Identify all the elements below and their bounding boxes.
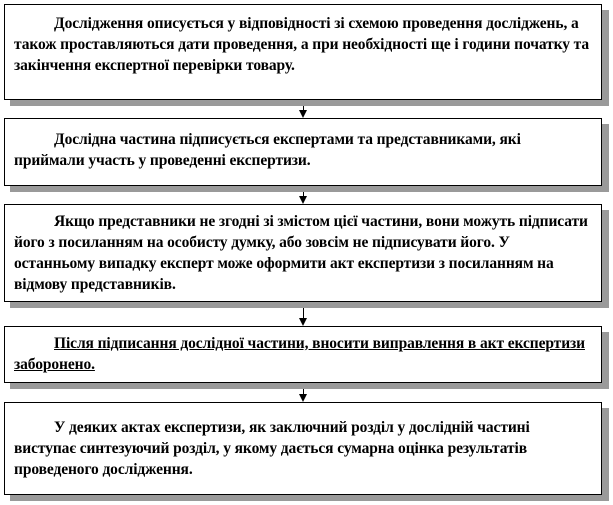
arrow-2-3 xyxy=(299,196,307,204)
step-5-text: У деяких актах експертизи, як заключний розділ у дослідній частині виступає синтезуючий розділ, у якому дається сумарна оцінка результатів проведеного дослідження. xyxy=(14,419,530,478)
arrow-4-5 xyxy=(299,394,307,402)
step-2-text: Дослідна частина підписується експертами та представниками, які приймали участь у проведенні експертизи. xyxy=(14,131,521,169)
step-2-box xyxy=(4,118,602,186)
step-3-text: Якщо представники не згодні зі змістом цієї частини, вони можуть підписати його з посиланням на особисту думку, або зовсім не підписувати його. У останньому випадку експерт може оформити акт експертизи з посиланням на відмову представників. xyxy=(14,213,588,293)
step-4-box xyxy=(4,326,602,383)
arrow-1-2 xyxy=(299,110,307,118)
step-1-text: Дослідження описується у відповідності зі схемою проведення досліджень, а також проставляються дати проведення, а при необхідності ще і години початку та закінчення експертної перевірки товару. xyxy=(14,15,590,74)
step-1-box xyxy=(4,4,602,100)
arrow-3-4 xyxy=(299,318,307,326)
step-5-box xyxy=(4,402,602,495)
step-4-text: Після підписання дослідної частини, вносити виправлення в акт експертизи заборонено. xyxy=(14,335,585,373)
connector-3-4 xyxy=(303,308,304,318)
step-3-box xyxy=(4,204,602,302)
